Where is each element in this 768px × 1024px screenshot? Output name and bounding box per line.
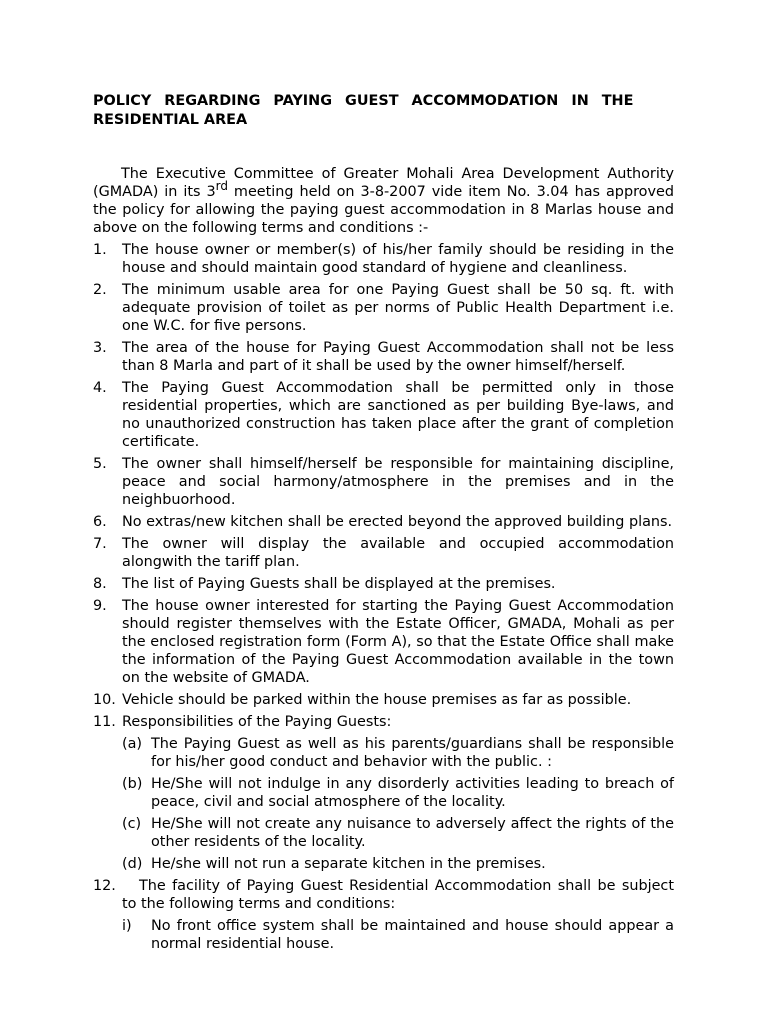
item-text: The minimum usable area for one Paying Guest shall be 50 sq. ft. with adequate provision of toilet as per norms of Public Health Department i.e. one W.C. for five persons.: [122, 282, 674, 334]
item-number: 5.: [93, 456, 107, 472]
item-text: Responsibilities of the Paying Guests:: [122, 714, 392, 730]
item-number: 2.: [93, 282, 107, 298]
list-item: [93, 575, 674, 593]
sub-list-item: [122, 775, 674, 811]
item-number: 12.: [93, 878, 116, 894]
sub-item-text: He/She will not indulge in any disorderly activities leading to breach of peace, civil and social atmosphere of the locality.: [151, 776, 674, 810]
item-number: 3.: [93, 340, 107, 356]
title-line-2: RESIDENTIAL AREA: [93, 112, 248, 128]
item-number: 8.: [93, 576, 107, 592]
intro-superscript: rd: [215, 179, 228, 194]
list-item: [93, 241, 674, 277]
list-item: [93, 281, 674, 335]
sub-list-item: [122, 855, 674, 873]
list-item: [93, 455, 674, 509]
item-text: The list of Paying Guests shall be displayed at the premises.: [122, 576, 556, 592]
sub-item-label: i): [122, 918, 132, 934]
list-item: [93, 339, 674, 375]
item-number: 7.: [93, 536, 107, 552]
item-number: 1.: [93, 242, 107, 258]
list-item: [93, 535, 674, 571]
item-text: The house owner interested for starting the Paying Guest Accommodation should register themselves with the Estate Officer, GMADA, Mohali as per the enclosed registration form (Form A), so that the Estate Office shall make the information of the Paying Guest Accommodation available in the town on the website of GMADA.: [122, 598, 674, 686]
sub-item-label: (c): [122, 816, 142, 832]
item-text: The Paying Guest Accommodation shall be permitted only in those residential properties, which are sanctioned as per building Bye-laws, and no unauthorized construction has taken place after the grant of completion certificate.: [122, 380, 674, 450]
sub-item-text: He/she will not run a separate kitchen in the premises.: [151, 856, 546, 872]
sub-list: [122, 735, 674, 873]
item-text: The facility of Paying Guest Residential Accommodation shall be subject to the following terms and conditions:: [122, 878, 674, 912]
item-text: Vehicle should be parked within the house premises as far as possible.: [122, 692, 632, 708]
intro-text-part2: meeting held on 3-8-2007 vide item No. 3.04 has approved the policy for allowing the paying guest accommodation in 8 Marlas house and above on the following terms and conditions :-: [93, 184, 674, 236]
list-item: [93, 513, 674, 531]
document-page: [93, 92, 674, 957]
intro-paragraph: [93, 165, 674, 237]
list-item-responsibilities: [93, 713, 674, 873]
list-item: [93, 597, 674, 687]
item-text: The house owner or member(s) of his/her family should be residing in the house and should maintain good standard of hygiene and cleanliness.: [122, 242, 674, 276]
item-text: The owner will display the available and occupied accommodation alongwith the tariff plan.: [122, 536, 674, 570]
sub-item-text: He/She will not create any nuisance to adversely affect the rights of the other residents of the locality.: [151, 816, 674, 850]
item-text: No extras/new kitchen shall be erected beyond the approved building plans.: [122, 514, 673, 530]
sub-item-text: The Paying Guest as well as his parents/guardians shall be responsible for his/her good conduct and behavior with the public. :: [151, 736, 674, 770]
sub-list-item: [122, 815, 674, 851]
document-title: [93, 92, 674, 130]
list-item: [93, 691, 674, 709]
item-number: 10.: [93, 692, 116, 708]
sub-list-item: [122, 735, 674, 771]
title-line-1: POLICY REGARDING PAYING GUEST ACCOMMODATION IN THE: [93, 93, 634, 109]
sub-item-label: (a): [122, 736, 143, 752]
policy-list: [93, 241, 674, 953]
list-item: [93, 379, 674, 451]
sub-item-text: No front office system shall be maintained and house should appear a normal residential house.: [151, 918, 674, 952]
item-number: 6.: [93, 514, 107, 530]
sub-item-label: (b): [122, 776, 143, 792]
item-number: 9.: [93, 598, 107, 614]
sub-item-label: (d): [122, 856, 143, 872]
item-number: 4.: [93, 380, 107, 396]
intro-text-part1: The Executive Committee of Greater Mohali Area Development Authority (GMADA) in its 3: [93, 166, 674, 200]
item-text: The area of the house for Paying Guest Accommodation shall not be less than 8 Marla and part of it shall be used by the owner himself/herself.: [122, 340, 674, 374]
item-number: 11.: [93, 714, 116, 730]
list-item-facility-terms: [93, 877, 674, 953]
item-text: The owner shall himself/herself be responsible for maintaining discipline, peace and social harmony/atmosphere in the premises and in the neighbuorhood.: [122, 456, 674, 508]
sub-list-item: [122, 917, 674, 953]
